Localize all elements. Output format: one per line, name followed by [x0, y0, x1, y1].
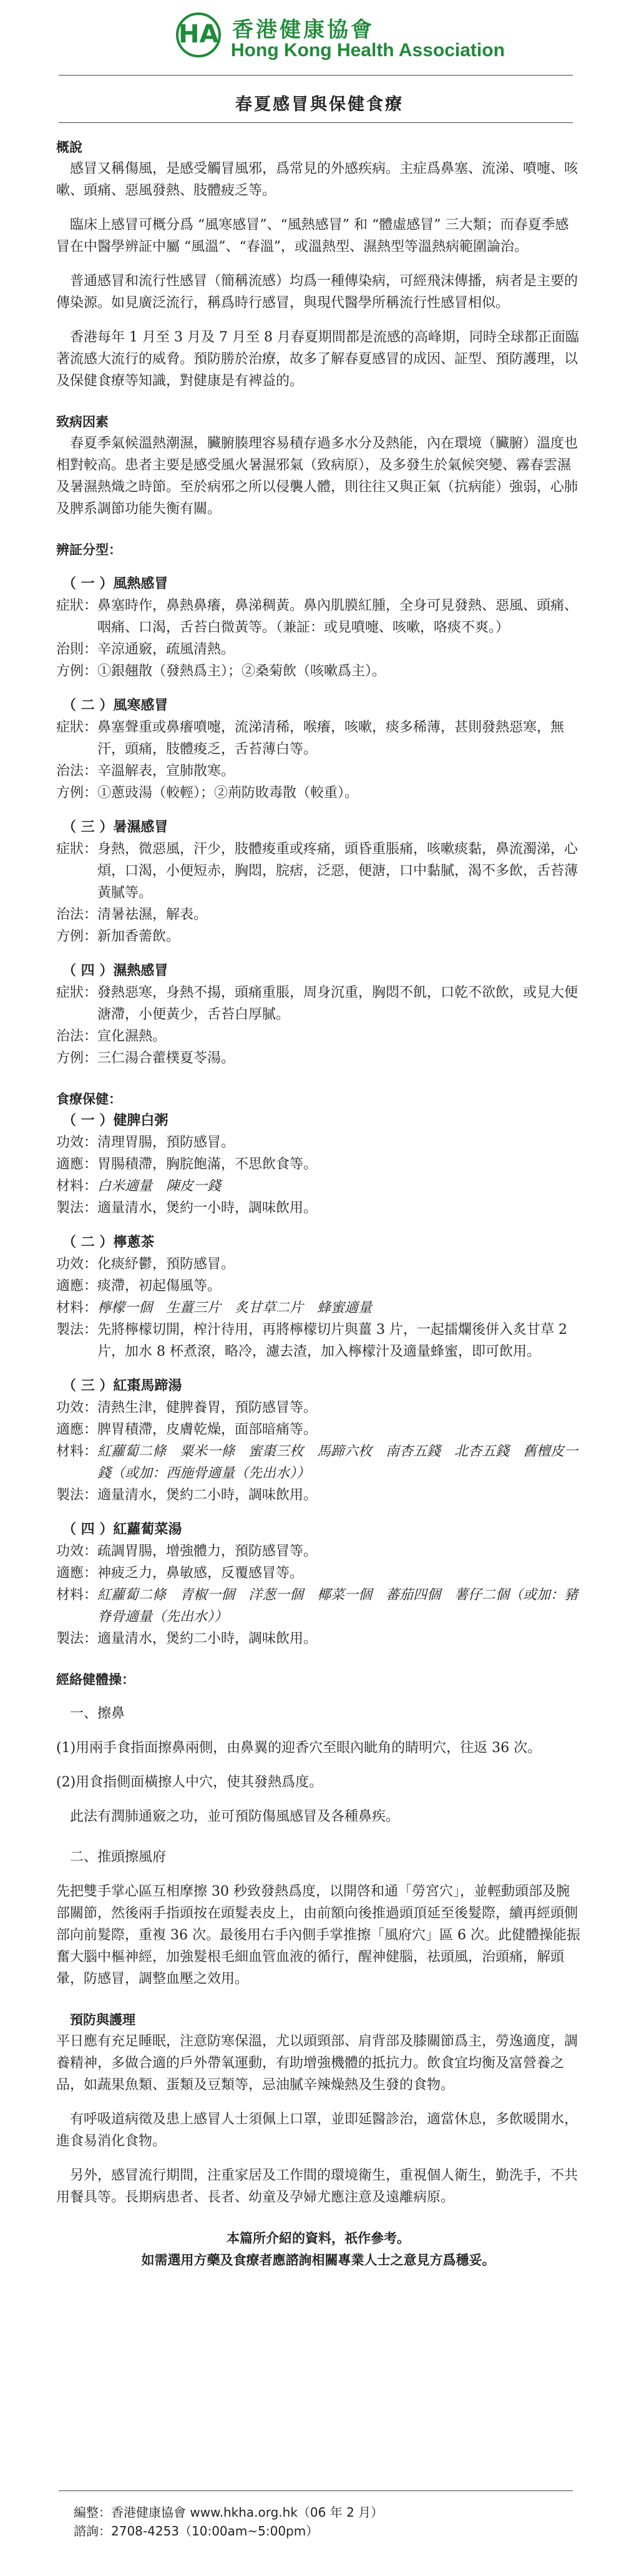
paragraph: 有呼吸道病徵及患上感冒人士須佩上口罩，並即延醫診治，適當休息，多飲暖開水，進食易消化食物。 — [56, 2112, 578, 2149]
section-heading-massage: 經絡健體操： — [56, 1672, 135, 1687]
diet-row — [56, 1419, 580, 1441]
row-value: 清暑祛濕，解表。 — [97, 907, 208, 923]
paragraph: 臨床上感冒可概分爲 “風寒感冒”、“風熱感冒” 和 “體虛感冒” 三大類；而春夏季感冒在中醫學辨証中屬 “風溫”、“春溫”，或溫熱型、濕熱型等溫熱病範圍論治。 — [56, 217, 569, 255]
diet-item — [56, 1375, 580, 1506]
title-divider — [59, 122, 573, 123]
row-label: 製法： — [56, 1322, 98, 1338]
row-label: 材料： — [56, 1587, 98, 1603]
disclaimer-line: 本篇所介紹的資料，祇作參考。 — [227, 2230, 410, 2246]
row-value: 檸檬一個 生薑三片 炙甘草二片 蜂蜜適量 — [97, 1300, 373, 1316]
section-heading-diagnosis: 辨証分型： — [56, 542, 122, 557]
footer — [74, 2503, 573, 2540]
row-label: 適應： — [56, 1278, 98, 1294]
diet-row — [56, 1132, 580, 1153]
diet-item-title: （ 一 ）健脾白粥 — [62, 1112, 168, 1129]
row-value: 胃腸積滯，胸脘飽滿，不思飲食等。 — [97, 1157, 318, 1172]
row-label: 方例： — [56, 785, 98, 801]
row-value: 白米適量 陳皮一錢 — [97, 1178, 222, 1194]
paragraph: 香港每年 1 月至 3 月及 7 月至 8 月春夏期間都是流感的高峰期，同時全球都正面臨著流感大流行的威脅。預防勝於治療，故多了解春夏感冒的成因、証型、預防護理，以及保健食療等知識，對健康是有裨益的。 — [56, 330, 579, 389]
paragraph: 先把雙手掌心區互相摩擦 30 秒致發熱爲度，以開啓和通「勞宮穴」，並輕動頭部及腕部關節，然後兩手指頭按在頭髮表皮上，由前額向後推過頭頂延至後髮際，續再經頭側部向前髮際，重複 36 次。最後用右手內側手掌推擦「風府穴」區 6 次。此健體操能振奮大腦中樞神經，加強髮根毛細血管血液的循行，醒神健腦，祛頭風，治頭痛，解頭暈，防感冒，調整血壓之效用。 — [56, 1884, 580, 1987]
row-value: 身熱，微惡風，汗少，肢體痠重或疼痛，頭昏重脹痛，咳嗽痰黏，鼻流濁涕，心煩，口渴，小便短赤，胸悶，脘痞，泛惡，便溏，口中黏膩，渴不多飲，舌苔薄黃膩等。 — [97, 841, 578, 901]
diet-item — [56, 1232, 580, 1363]
diet-item-title: （ 三 ）紅棗馬蹄湯 — [62, 1378, 182, 1394]
row-label: 材料： — [56, 1444, 98, 1459]
section-heading-prevention: 預防與護理 — [70, 2012, 135, 2027]
row-value: 痰滯，初起傷風等。 — [97, 1278, 222, 1294]
diet-row — [56, 1562, 580, 1584]
diagnosis-row — [56, 1047, 580, 1069]
row-value: ①銀翹散（發熱爲主）；②桑菊飲（咳嗽爲主）。 — [97, 664, 386, 679]
diagnosis-type-title: （ 一 ）風熱感冒 — [62, 575, 168, 592]
row-label: 功效： — [56, 1400, 98, 1416]
header-divider — [59, 75, 573, 76]
row-label: 症狀： — [56, 985, 98, 1001]
diet-row — [56, 1275, 580, 1297]
row-value: 三仁湯合藿樸夏苓湯。 — [97, 1050, 235, 1066]
row-value: ①蔥豉湯（較輕）；②荊防敗毒散（較重）。 — [97, 785, 359, 801]
row-label: 症狀： — [56, 841, 98, 857]
row-label: 症狀： — [56, 598, 98, 614]
row-value: 紅蘿蔔二條 青椒一個 洋葱一個 椰菜一個 蕃茄四個 薯仔二個（或加：豬脊骨適量（先出水）） — [97, 1587, 578, 1625]
row-value: 適量清水，煲約二小時，調味飲用。 — [97, 1487, 318, 1503]
row-label: 方例： — [56, 929, 98, 944]
diet-row — [56, 1253, 580, 1275]
diet-row — [56, 1197, 580, 1219]
row-label: 治法： — [56, 763, 98, 779]
row-label: 適應： — [56, 1565, 98, 1581]
row-value: 清理胃腸，預防感冒。 — [97, 1135, 235, 1150]
diagnosis-type — [56, 960, 580, 1069]
paragraph: (1)用兩手食指面擦鼻兩側，由鼻翼的迎香穴至眼內眦角的睛明穴，往返 36 次。 — [56, 1740, 542, 1756]
diagnosis-type — [56, 573, 580, 682]
org-name-english: Hong Kong Health Association — [231, 40, 505, 61]
paragraph: (2)用食指側面橫擦人中穴，使其發熱爲度。 — [56, 1775, 323, 1790]
diet-item — [56, 1110, 580, 1219]
diagnosis-row — [56, 982, 580, 1026]
row-label: 治法： — [56, 907, 98, 923]
row-label: 功效： — [56, 1135, 98, 1150]
row-value: 神疲乏力，鼻敏感，反覆感冒等。 — [97, 1565, 304, 1581]
diet-row — [56, 1175, 580, 1197]
diet-row — [56, 1441, 580, 1484]
row-value: 鼻塞聲重或鼻癢噴嚏，流涕清稀，喉癢，咳嗽，痰多稀薄，甚則發熱惡寒，無汗，頭痛，肢體痠乏，舌苔薄白等。 — [97, 720, 565, 757]
diagnosis-row — [56, 926, 580, 948]
diagnosis-type — [56, 816, 580, 948]
row-label: 功效： — [56, 1544, 98, 1559]
paragraph: 另外，感冒流行期間，注重家居及工作間的環境衛生，重視個人衛生，勤洗手，不共用餐具等。長期病患者、長者、幼童及孕婦尤應注意及遠離病原。 — [56, 2168, 578, 2205]
row-value: 發熱惡寒，身熱不揚，頭痛重脹，周身沉重，胸悶不飢，口乾不欲飲，或見大便溏滯，小便黃少，舌苔白厚膩。 — [97, 985, 578, 1022]
row-value: 清熱生津，健脾養胃，預防感冒等。 — [97, 1400, 318, 1416]
diet-row — [56, 1153, 580, 1175]
diagnosis-row — [56, 782, 580, 804]
diagnosis-row — [56, 1026, 580, 1047]
paragraph: 感冒又稱傷風，是感受觸冒風邪，爲常見的外感疾病。主症爲鼻塞、流涕、噴嚏、咳嗽、頭痛、惡風發熱、肢體疲乏等。 — [56, 161, 578, 198]
diet-row — [56, 1319, 580, 1363]
diet-item — [56, 1519, 580, 1650]
article-body — [56, 136, 580, 2271]
paragraph: 普通感冒和流行性感冒（簡稱流感）均爲一種傳染病，可經飛沫傳播，病者是主要的傳染源。如見廣泛流行，稱爲時行感冒，與現代醫學所稱流行性感冒相似。 — [56, 273, 578, 311]
row-label: 症狀： — [56, 720, 98, 735]
row-value: 宣化濕熱。 — [97, 1029, 167, 1044]
paragraph: 平日應有充足睡眠，注意防寒保溫，尤以頭頸部、肩背部及膝關節爲主，勞逸適度，調養精神，多做合適的戶外帶氧運動，有助增強機體的抵抗力。飲食宜均衡及富營養之品，如蔬果魚類、蛋類及豆類等，忌油膩辛辣燥熱及生發的食物。 — [56, 2034, 578, 2093]
diet-row — [56, 1628, 580, 1650]
diet-item-title: （ 二 ）檸蔥茶 — [62, 1234, 155, 1250]
diet-row — [56, 1584, 580, 1628]
row-label: 適應： — [56, 1422, 98, 1437]
diet-row — [56, 1397, 580, 1419]
row-label: 製法： — [56, 1200, 98, 1216]
diagnosis-row — [56, 760, 580, 782]
footer-editor: 編整：香港健康協會 www.hkha.org.hk（06 年 2 月） — [74, 2505, 384, 2520]
footer-enquiry: 諮詢：2708-4253（10:00am~5:00pm） — [74, 2524, 319, 2539]
section-heading-causes: 致病因素 — [56, 414, 109, 429]
org-name-chinese: 香港健康協會 — [232, 17, 374, 42]
row-value: 鼻塞時作，鼻熱鼻癢，鼻涕稠黃。鼻內肌膜紅腫，全身可見發熱、惡風、頭痛、咽痛、口渴，舌苔白微黃等。（兼証：或見噴嚏、咳嗽，咯痰不爽。） — [97, 598, 578, 635]
row-value: 辛溫解表，宣肺散寒。 — [97, 763, 235, 779]
row-value: 脾胃積滯，皮膚乾燥，面部暗痛等。 — [97, 1422, 318, 1437]
row-label: 製法： — [56, 1631, 98, 1647]
diet-row — [56, 1484, 580, 1506]
massage-step-title: 一、擦鼻 — [70, 1706, 125, 1721]
paragraph: 春夏季氣候溫熱潮濕，臟腑腠理容易積存過多水分及熱能，內在環境（臟腑）溫度也相對較高。患者主要是感受風火暑濕邪氣（致病原），及多發生於氣候突變、霧春雲濕及暑濕熱熾之時節。至於病邪之所以侵襲人體，則往往又與正氣（抗病能）強弱，心肺及脾系調節功能失衡有關。 — [56, 436, 578, 517]
row-label: 功效： — [56, 1256, 98, 1272]
row-label: 方例： — [56, 1050, 98, 1066]
row-value: 先將檸檬切開，榨汁待用，再將檸檬切片與薑 3 片，一起擂爛後併入炙甘草 2 片，加水 8 杯煮滾，略冷，濾去渣，加入檸檬汁及適量蜂蜜，即可飲用。 — [97, 1322, 567, 1359]
diagnosis-type — [56, 695, 580, 804]
row-value: 適量清水，煲約二小時，調味飲用。 — [97, 1631, 318, 1647]
diagnosis-type-title: （ 三 ）暑濕感冒 — [62, 819, 168, 835]
diagnosis-row — [56, 595, 580, 639]
header — [0, 9, 639, 65]
diet-row — [56, 1540, 580, 1562]
diagnosis-row — [56, 717, 580, 760]
section-heading-overview: 概說 — [56, 139, 82, 155]
diagnosis-row — [56, 660, 580, 682]
footer-divider — [59, 2490, 573, 2491]
row-label: 方例： — [56, 664, 98, 679]
page-title: 春夏感冒與保健食療 — [235, 95, 404, 114]
row-value: 新加香薷飲。 — [97, 929, 180, 944]
diagnosis-row — [56, 639, 580, 660]
row-value: 適量清水，煲約一小時，調味飲用。 — [97, 1200, 318, 1216]
diet-row — [56, 1297, 580, 1319]
massage-step-title: 二、推頭擦風府 — [70, 1849, 167, 1865]
diagnosis-row — [56, 904, 580, 926]
diet-item-title: （ 四 ）紅蘿蔔菜湯 — [62, 1521, 182, 1537]
diagnosis-row — [56, 838, 580, 904]
paragraph: 此法有潤肺通竅之功，並可預防傷風感冒及各種鼻疾。 — [70, 1809, 400, 1824]
row-label: 適應： — [56, 1157, 98, 1172]
row-value: 疏調胃腸，增強體力，預防感冒等。 — [97, 1544, 318, 1559]
row-label: 材料： — [56, 1300, 98, 1316]
diagnosis-type-title: （ 四 ）濕熱感冒 — [62, 962, 168, 979]
row-label: 製法： — [56, 1487, 98, 1503]
section-heading-diet: 食療保健： — [56, 1091, 122, 1107]
disclaimer-line: 如需選用方藥及食療者應諮詢相關專業人士之意見方爲穩妥。 — [141, 2252, 495, 2268]
diagnosis-type-title: （ 二 ）風寒感冒 — [62, 697, 168, 713]
row-value: 辛涼通竅，疏風清熱。 — [97, 642, 235, 657]
row-label: 材料： — [56, 1178, 98, 1194]
row-value: 紅蘿蔔二條 粟米一條 蜜棗三枚 馬蹄六枚 南杏五錢 北杏五錢 舊檀皮一錢（或加：西施骨適量（先出水）） — [97, 1444, 578, 1481]
row-label: 治則： — [56, 642, 98, 657]
row-label: 治法： — [56, 1029, 98, 1044]
association-logo: HA — [176, 12, 221, 57]
row-value: 化痰紓鬱，預防感冒。 — [97, 1256, 235, 1272]
